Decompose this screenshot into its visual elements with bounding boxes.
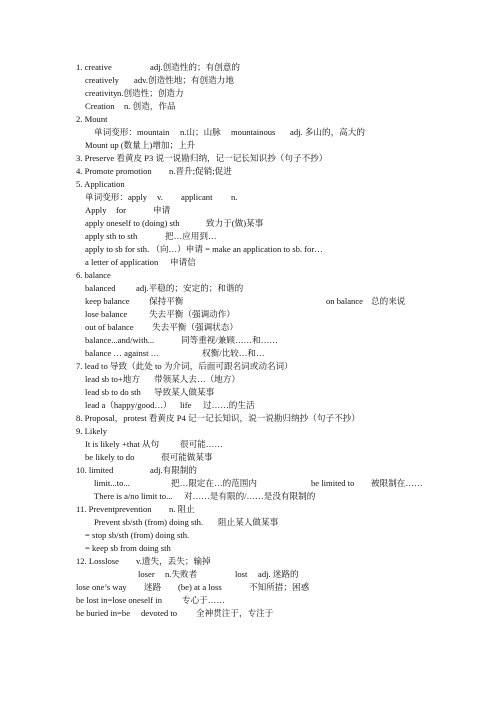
text-segment: creatively [85,75,119,85]
text-line [0,373,500,386]
text-segment: n.晋升;促销;促进 [169,166,232,176]
text-segment: adj. 迷路的 [258,569,299,579]
text-line [0,126,500,139]
text-line [0,347,500,360]
text-segment: a letter of application [85,257,159,267]
text-line [0,321,500,334]
text-line [0,555,500,568]
text-segment: out of balance [85,322,134,332]
text-line [0,295,500,308]
text-segment: 被限制在…… [371,478,423,488]
text-segment: lost [235,569,248,579]
text-segment: 7. lead to 导致（此处 to 为介词，后面可跟名词或动名词） [76,361,293,371]
text-segment: n.山；山脉 [180,127,221,137]
text-segment: life [180,400,192,410]
text-line [0,152,500,165]
text-segment: 很可能做某事 [161,452,213,462]
text-segment: lead sb to do sth [85,387,141,397]
text-segment: 4. Promote promotion [76,166,152,176]
text-segment: balance...and/with... [85,335,155,345]
text-segment: apply sth to sth [85,231,138,241]
text-line [0,74,500,87]
text-segment: adj. 多山的，高大的 [290,127,365,137]
text-segment: creativity [85,88,118,98]
text-segment: 9. Likely [76,426,108,436]
text-segment: limit...to... [94,478,130,488]
text-segment: 3. Preserve 看黄皮 P3 说一说勘归纳，记一记长知识抄（句子不抄） [76,153,328,163]
text-line [0,581,500,594]
text-segment: 申请信 [170,257,196,267]
text-line [0,230,500,243]
text-segment: It is likely +that 从句 [85,439,160,449]
text-segment: v.遗失，丢失；输掉 [136,556,211,566]
text-segment: adv.创造性地；有创造力地 [134,75,234,85]
text-segment: 12. Losslose [76,556,119,566]
text-segment: 导致某人做某事 [154,387,215,397]
text-line [0,256,500,269]
text-line [0,438,500,451]
text-line [0,61,500,74]
text-line [0,607,500,620]
text-segment: 对……是有限的/……是没有限制的 [184,491,316,501]
text-line [0,334,500,347]
text-segment: n. 创造，作品 [124,101,176,111]
text-segment: Apply [85,205,107,215]
text-segment: adj.平稳的；安定的；和谐的 [136,283,244,293]
text-segment: 同等重视/兼顾……和…… [181,335,278,345]
text-segment: 专心于…… [182,595,225,605]
text-segment: n. 阻止 [169,504,195,514]
text-segment: loser [138,569,155,579]
text-line [0,503,500,516]
text-segment: (be) at a loss [178,582,222,592]
text-segment: apply to sb for sth. （向…）申请 = make an application to sb. for… [85,244,323,254]
text-segment: 6. balance [76,270,111,280]
text-line [0,490,500,503]
text-segment: be buried in=be [76,608,131,618]
text-segment: 失去平衡（强调动作） [149,309,235,319]
text-segment: 致力于(做)某事 [206,218,264,228]
text-segment: 总的来说 [371,296,406,306]
text-segment: 过……的生活 [203,400,255,410]
text-line [0,217,500,230]
text-segment: 带领某人去…（地方） [154,374,240,384]
text-segment: 11. Preventprevention [76,504,152,514]
text-line [0,113,500,126]
text-segment: 保持平衡 [149,296,184,306]
text-line [0,412,500,425]
text-line [0,516,500,529]
text-segment: 8. Proposal，protest 看黄皮 P4 记一记长知识，说一说勘归纳抄（句子不抄） [76,413,360,423]
text-line [0,269,500,282]
text-line [0,451,500,464]
text-segment: 全神贯注于，专注于 [196,608,274,618]
text-segment: = keep sb from doing sth [85,543,171,553]
text-segment: for [116,205,127,215]
text-segment: 把…限定在…的范围内 [171,478,257,488]
text-segment: 10. limited [76,465,114,475]
text-segment: 很可能…… [180,439,223,449]
text-segment: 阻止某人做某事 [218,517,279,527]
text-line [0,204,500,217]
text-segment: apply oneself to (doing) sth [85,218,180,228]
text-line [0,386,500,399]
text-segment: keep balance [85,296,130,306]
text-line [0,178,500,191]
text-segment: be likely to do [85,452,135,462]
text-segment: be limited to [311,478,355,488]
text-segment: 2. Mount [76,114,108,124]
text-line [0,282,500,295]
text-line [0,100,500,113]
text-line [0,87,500,100]
text-segment: 迷路 [144,582,162,592]
text-segment: 不知所措；困惑 [249,582,310,592]
text-segment: on balance [326,296,363,306]
text-line [0,594,500,607]
text-line [0,568,500,581]
text-line [0,399,500,412]
text-segment: 把…应用到… [165,231,217,241]
text-line [0,165,500,178]
text-segment: lose balance [85,309,128,319]
text-segment: v. [157,192,163,202]
text-segment: = stop sb/sth (from) doing sth. [85,530,190,540]
text-line [0,464,500,477]
text-line [0,308,500,321]
text-segment: 申请 [153,205,171,215]
text-segment: 失去平衡（强调状态） [152,322,238,332]
text-segment: be lost in=lose oneself in [76,595,162,605]
text-line [0,425,500,438]
text-line [0,139,500,152]
text-line [0,477,500,490]
text-segment: 权衡/比较…和… [202,348,265,358]
text-line [0,243,500,256]
text-segment: adj.创造性的；有创意的 [150,62,240,72]
text-segment: balance … against … [85,348,160,358]
text-segment: Mount up (数量上)增加；上升 [85,140,196,150]
text-line [0,191,500,204]
text-segment: n.失败者 [165,569,198,579]
text-segment: lead a（happy/good…） [85,400,172,410]
text-line [0,529,500,542]
text-segment: applicant [181,192,213,202]
text-segment: 单词变形：apply [85,192,148,202]
text-segment: 1. creative [76,62,112,72]
text-segment: lose one’s way [76,582,127,592]
text-segment: adj.有限制的 [150,465,198,475]
text-segment: n.创造性；创造力 [117,88,184,98]
text-segment: 5. Application [76,179,125,189]
text-segment: balanced [85,283,116,293]
text-line [0,360,500,373]
text-segment: devoted to [141,608,178,618]
text-segment: Creation [85,101,115,111]
text-segment: lead sb to+地方 [85,374,140,384]
text-segment: mountainous [231,127,276,137]
text-segment: 单词变形：mountain [94,127,170,137]
text-line [0,542,500,555]
text-segment: n. [231,192,238,202]
text-segment: There is a/no limit to... [94,491,173,501]
text-segment: Prevent sb/sth (from) doing sth. [94,517,204,527]
